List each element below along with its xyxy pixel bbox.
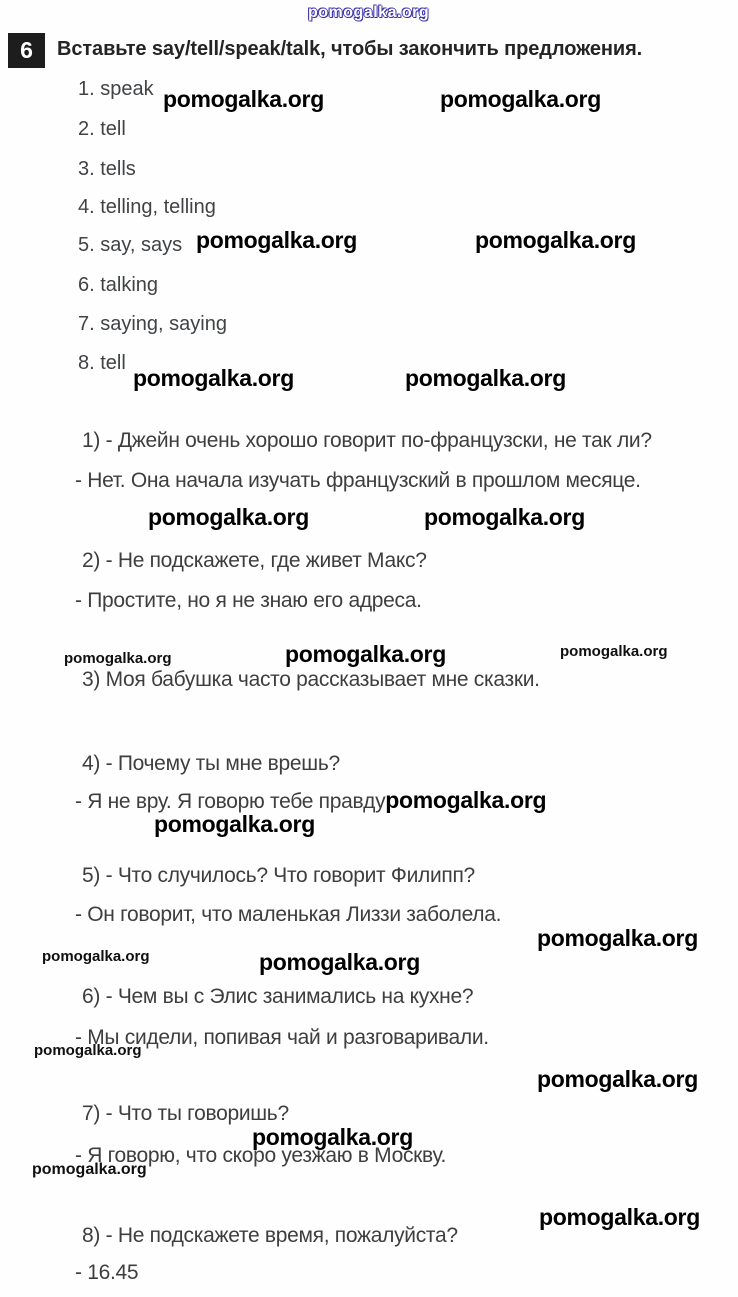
watermark: pomogalka.org (475, 227, 636, 253)
answer-item-5: 5. say, says (78, 234, 183, 256)
watermark: pomogalka.org (537, 1066, 698, 1092)
exercise-number-badge: 6 (8, 33, 45, 68)
exercise-title: Вставьте say/tell/speak/talk, чтобы закончить предложения. (57, 38, 643, 60)
answer-item-7: 7. saying, saying (78, 313, 227, 335)
sentence-7-answer: - Я говорю, что скоро уезжаю в Москву. (75, 1144, 447, 1167)
watermark-top: pomogalka.org (308, 4, 430, 21)
sentence-7-question: 7) - Что ты говоришь? (82, 1102, 289, 1125)
sentence-6-answer: - Мы сидели, попивая чай и разговаривали. (75, 1026, 489, 1049)
sentence-8-answer: - 16.45 (75, 1261, 139, 1284)
watermark: pomogalka.org (32, 1161, 147, 1178)
answer-item-2: 2. tell (78, 118, 126, 140)
watermark: pomogalka.org (285, 641, 446, 667)
watermark: pomogalka.org (560, 643, 668, 660)
sentence-1-answer: - Нет. Она начала изучать французский в прошлом месяце. (75, 469, 641, 492)
watermark-inline: pomogalka.org (385, 787, 547, 813)
sentence-4-question: 4) - Почему ты мне врешь? (82, 752, 340, 775)
watermark: pomogalka.org (148, 504, 309, 530)
sentence-4-answer-text: - Я не вру. Я говорю тебе правду (75, 790, 386, 813)
answer-item-6: 6. talking (78, 274, 159, 296)
answer-item-1: 1. speak (78, 78, 154, 100)
watermark: pomogalka.org (405, 365, 566, 391)
sentence-6-question: 6) - Чем вы с Элис занимались на кухне? (82, 985, 474, 1008)
sentence-8-question: 8) - Не подскажете время, пожалуйста? (82, 1224, 458, 1247)
sentence-5-answer: - Он говорит, что маленькая Лиззи заболела. (75, 903, 502, 926)
watermark: pomogalka.org (259, 949, 420, 975)
watermark: pomogalka.org (252, 1124, 413, 1150)
watermark: pomogalka.org (537, 925, 698, 951)
watermark: pomogalka.org (42, 948, 150, 965)
watermark: pomogalka.org (196, 227, 357, 253)
watermark: pomogalka.org (163, 86, 324, 112)
answer-item-3: 3. tells (78, 158, 136, 180)
watermark: pomogalka.org (424, 504, 585, 530)
watermark: pomogalka.org (539, 1204, 700, 1230)
answer-item-8: 8. tell (78, 352, 126, 374)
watermark: pomogalka.org (440, 86, 601, 112)
watermark: pomogalka.org (133, 365, 294, 391)
watermark: pomogalka.org (154, 811, 315, 837)
watermark: pomogalka.org (64, 650, 172, 667)
sentence-4-answer (75, 787, 546, 814)
sentence-5-question: 5) - Что случилось? Что говорит Филипп? (82, 864, 475, 887)
answer-item-4: 4. telling, telling (78, 196, 216, 218)
sentence-2-answer: - Простите, но я не знаю его адреса. (75, 589, 422, 612)
sentence-2-question: 2) - Не подскажете, где живет Макс? (82, 549, 427, 572)
sentence-1-question: 1) - Джейн очень хорошо говорит по-французски, не так ли? (82, 429, 652, 452)
sentence-3: 3) Моя бабушка часто рассказывает мне сказки. (82, 668, 540, 691)
watermark: pomogalka.org (34, 1042, 142, 1059)
